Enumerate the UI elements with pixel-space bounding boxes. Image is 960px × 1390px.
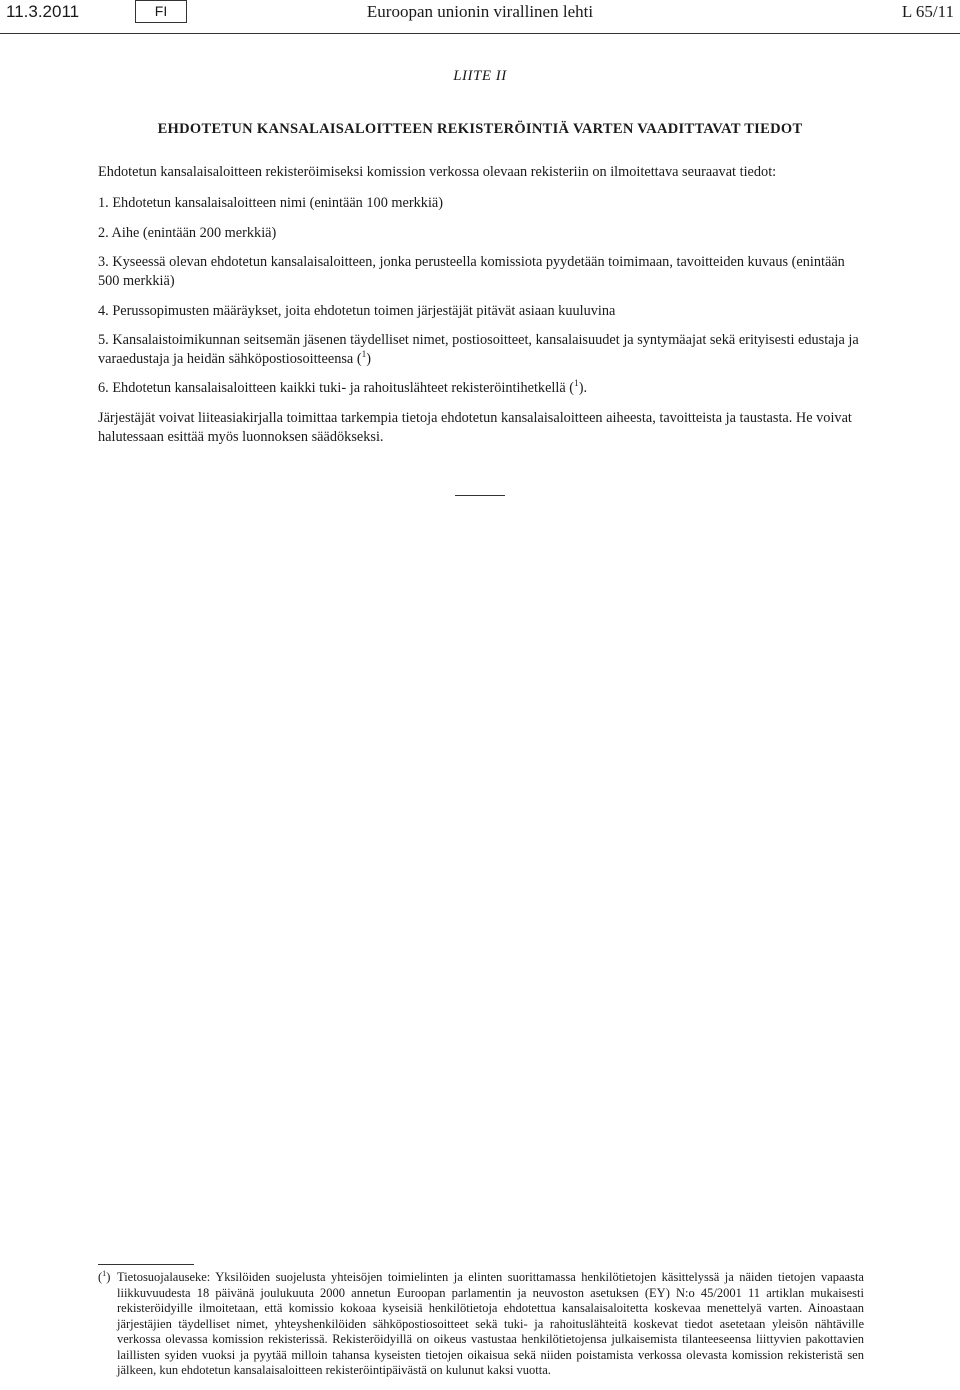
- header-rule: [0, 33, 960, 34]
- section-separator: [455, 495, 505, 496]
- publication-date: 11.3.2011: [6, 2, 80, 21]
- item-text: Ehdotetun kansalaisaloitteen kaikki tuki- ja rahoituslähteet rekisteröintihetkellä (: [112, 380, 575, 396]
- list-item: [98, 253, 864, 291]
- item-text: Aihe (enintään 200 merkkiä): [111, 225, 277, 241]
- annex-label: LIITE II: [453, 68, 507, 84]
- list-item: [98, 194, 864, 213]
- footnote-marker-number: 1: [102, 1268, 107, 1278]
- item-number: 6.: [98, 380, 109, 396]
- footnote-reference: 1: [361, 350, 367, 361]
- item-number: 2.: [98, 225, 109, 241]
- item-text: Kansalaistoimikunnan seitsemän jäsenen täydelliset nimet, postiosoitteet, kansalaisuudet ja syntymäajat sekä erityisesti edustaja ja varaedustaja ja heidän sähköpostiosoitteensa (: [98, 332, 859, 367]
- item-number: 5.: [98, 332, 109, 348]
- intro-paragraph: Ehdotetun kansalaisaloitteen rekisteröimiseksi komission verkossa olevaan rekisteriin on ilmoitettava seuraavat tiedot:: [98, 164, 777, 180]
- list-item: [98, 331, 864, 369]
- item-number: 3.: [98, 254, 109, 270]
- item-number: 4.: [98, 303, 109, 319]
- list-item: [98, 224, 864, 243]
- item-text-after: ): [366, 351, 372, 367]
- footnote-text: Tietosuojalauseke: Yksilöiden suojelusta yhteisöjen toimielinten ja elinten suorittamassa henkilötietojen käsittelyssä ja näiden tietojen vapaasta liikkuvuudesta 18 päivänä joulukuuta 2000 annetun Euroopan parlamentin ja neuvoston asetuksen (EY) N:o 45/2001 11 artiklan mukaisesti rekisteröidyille ilmoitetaan, että komissio kokoaa kyseisiä henkilötietoja ehdotettua kansalaisaloitetta koskevaa menettelyä varten. Ainoastaan järjestäjien täydelliset nimet, yhteyshenkilöiden sähköpostiosoitteet sekä tuki- ja rahoituslähteitä koskevat tiedot asetetaan yleisön nähtäville verkossa olevassa komission rekisterissä. Rekisteröidyillä on oikeus vastustaa henkilötietojensa julkaisemista tilanteeseensa liittyvien pakottavien laillisten syiden vuoksi ja pyytää milloin tahansa kyseisten tietojen oikaisua sekä niiden poistamista verkossa olevasta komission rekisteristä sen jälkeen, kun ehdotetun kansalaisaloitteen rekisteröintipäivästä on kulunut kaksi vuotta.: [117, 1270, 864, 1377]
- journal-title: Euroopan unionin virallinen lehti: [366, 2, 594, 21]
- list-item: [98, 302, 864, 321]
- list-item: [98, 379, 864, 398]
- item-text: Perussopimusten määräykset, joita ehdotetun toimen järjestäjät pitävät asiaan kuuluvina: [112, 303, 616, 319]
- language-code-box: FI: [135, 0, 187, 23]
- annex-title: EHDOTETUN KANSALAISALOITTEEN REKISTERÖINTIÄ VARTEN VAADITTAVAT TIEDOT: [157, 121, 803, 137]
- footnote-marker-close: ): [106, 1270, 111, 1284]
- footnote-reference: 1: [574, 379, 579, 390]
- closing-paragraph: Järjestäjät voivat liiteasiakirjalla toimittaa tarkempia tietoja ehdotetun kansalaisaloitteen aiheesta, tavoitteista ja taustasta. He voivat halutessaan esittää myös luonnoksen säädökseksi.: [98, 410, 852, 445]
- page-reference: L 65/11: [901, 2, 954, 21]
- item-number: 1.: [98, 195, 109, 211]
- footnote-marker: [98, 1270, 110, 1286]
- item-text-after: ).: [578, 380, 588, 396]
- item-text: Ehdotetun kansalaisaloitteen nimi (enintään 100 merkkiä): [112, 195, 444, 211]
- item-text: Kyseessä olevan ehdotetun kansalaisaloitteen, jonka perusteella komissiota pyydetään toimimaan, tavoitteiden kuvaus (enintään 500 merkkiä): [98, 254, 845, 289]
- footnote-rule: [98, 1264, 194, 1265]
- footnote-marker-open: (: [98, 1270, 103, 1284]
